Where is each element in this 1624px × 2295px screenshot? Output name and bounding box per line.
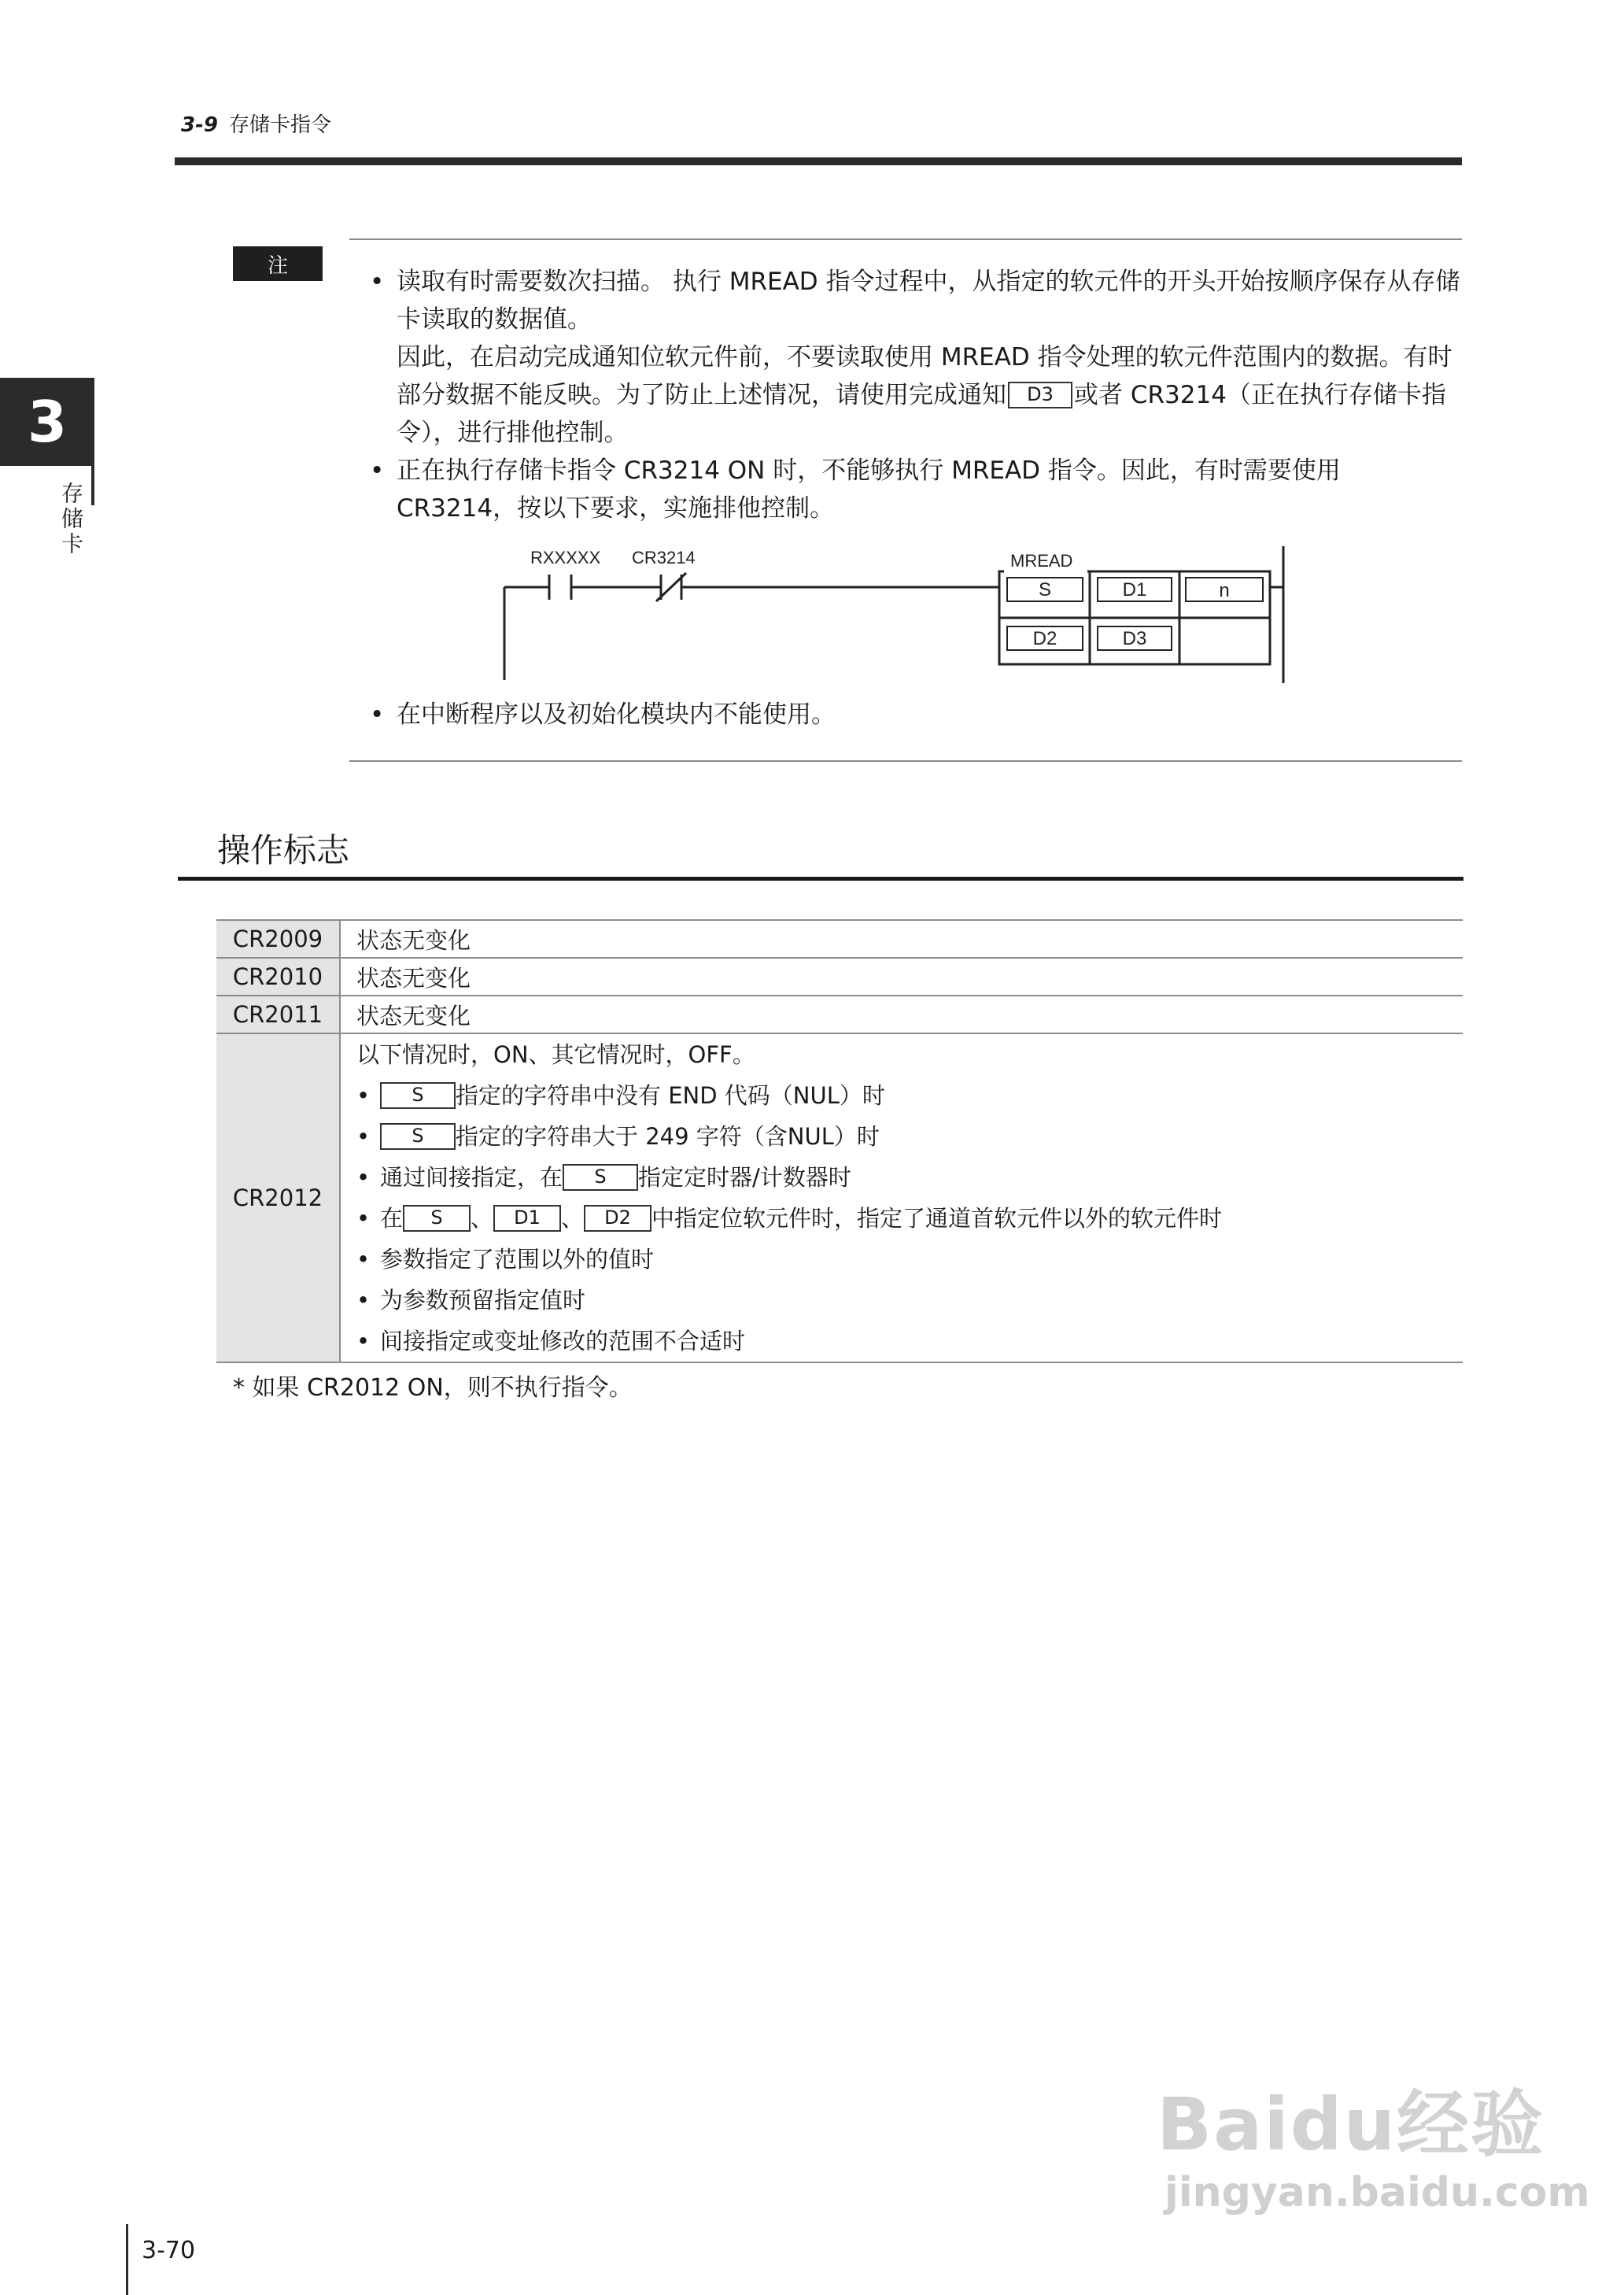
list-item: • 参数指定了范围以外的值时 (356, 1246, 655, 1273)
flag-code: CR2009 (216, 920, 340, 958)
note-bullet-1 (370, 263, 1462, 452)
d3-reference-box: D3 (1008, 382, 1072, 408)
ladder-diagram (472, 540, 1290, 689)
page-number-rule (126, 2224, 128, 2295)
list-item: • S 指定的字符串中没有 END 代码（NUL）时 (356, 1082, 885, 1109)
bullet-dot: • (370, 268, 385, 296)
operand-box: S (563, 1164, 638, 1191)
contact-1-label: RXXXXX (530, 548, 601, 567)
instruction-name: MREAD (1010, 551, 1073, 571)
page-header (181, 109, 331, 138)
section-title: 存储卡指令 (228, 113, 331, 137)
footnote: * 如果 CR2012 ON，则不执行指令。 (233, 1374, 633, 1402)
cr2012-description (340, 1033, 1463, 1362)
contact-2-label: CR3214 (632, 548, 696, 567)
chapter-label: 存储卡 (58, 482, 84, 557)
flag-code: CR2010 (216, 958, 340, 996)
operand-box: D2 (584, 1205, 651, 1232)
operand-n: n (1219, 580, 1230, 601)
note-top-rule (349, 238, 1462, 240)
note-bottom-rule (349, 760, 1462, 762)
cr2012-intro: 以下情况时，ON、其它情况时，OFF。 (356, 1041, 755, 1068)
chapter-tab: 3 (0, 378, 94, 466)
flag-desc: 状态无变化 (340, 920, 1463, 958)
note-bullet-2 (370, 452, 1462, 527)
table-row (216, 1033, 1463, 1362)
list-item: • 通过间接指定，在 S 指定定时器/计数器时 (356, 1164, 851, 1191)
bullet-dot: • (370, 456, 385, 485)
table-row (216, 996, 1463, 1033)
operation-flags-table (216, 919, 1463, 1363)
operand-box: S (380, 1123, 456, 1150)
operand-d3: D3 (1122, 628, 1147, 649)
page-number: 3-70 (142, 2237, 196, 2264)
list-item: • 为参数预留指定值时 (356, 1287, 586, 1314)
flag-code: CR2012 (216, 1033, 340, 1362)
operand-d1: D1 (1122, 579, 1147, 601)
bullet-dot: • (370, 700, 385, 729)
section-rule (178, 877, 1463, 881)
chapter-tab-line (91, 466, 94, 505)
note-bullet-2-text: 正在执行存储卡指令 CR3214 ON 时，不能够执行 MREAD 指令。因此，有时需要使用 CR3214，按以下要求，实施排他控制。 (397, 456, 1341, 523)
table-row (216, 958, 1463, 996)
section-number: 3-9 (181, 113, 218, 137)
flag-desc: 状态无变化 (340, 958, 1463, 996)
note-badge: 注 (233, 246, 323, 281)
flag-code: CR2011 (216, 996, 340, 1033)
operand-box: S (403, 1205, 471, 1232)
list-item: • S 指定的字符串大于 249 字符（含NUL）时 (356, 1123, 880, 1150)
operand-s: S (1038, 579, 1052, 601)
list-item: • 间接指定或变址修改的范围不合适时 (356, 1328, 746, 1354)
operand-d2: D2 (1032, 628, 1057, 649)
note-bullet-1-text-b: 因此，在启动完成通知位软元件前，不要读取使用 MREAD 指令处理的软元件范围内的数据。有时部分数据不能反映。为了防止上述情况，请使用完成通知 D3 或者 CR3214（正在执行存储卡指令），进行排他控制。 (397, 343, 1452, 447)
header-rule (175, 157, 1462, 165)
operand-box: S (380, 1082, 456, 1109)
table-row (216, 920, 1463, 958)
section-heading: 操作标志 (217, 831, 350, 870)
watermark-url: jingyan.baidu.com (1164, 2169, 1590, 2216)
watermark-logo: Baidu经验 (1157, 2082, 1545, 2167)
note-bullet-1-text-a: 读取有时需要数次扫描。 执行 MREAD 指令过程中，从指定的软元件的开头开始按顺序保存从存储卡读取的数据值。 (397, 268, 1460, 334)
operand-box: D1 (493, 1205, 561, 1232)
note-bullet-3 (370, 696, 1462, 734)
note-bullet-3-text: 在中断程序以及初始化模块内不能使用。 (397, 700, 836, 729)
flag-desc: 状态无变化 (340, 996, 1463, 1033)
list-item: • 在 S 、 D1 、 D2 中指定位软元件时，指定了通道首软元件以外的软元件时 (356, 1205, 1223, 1232)
